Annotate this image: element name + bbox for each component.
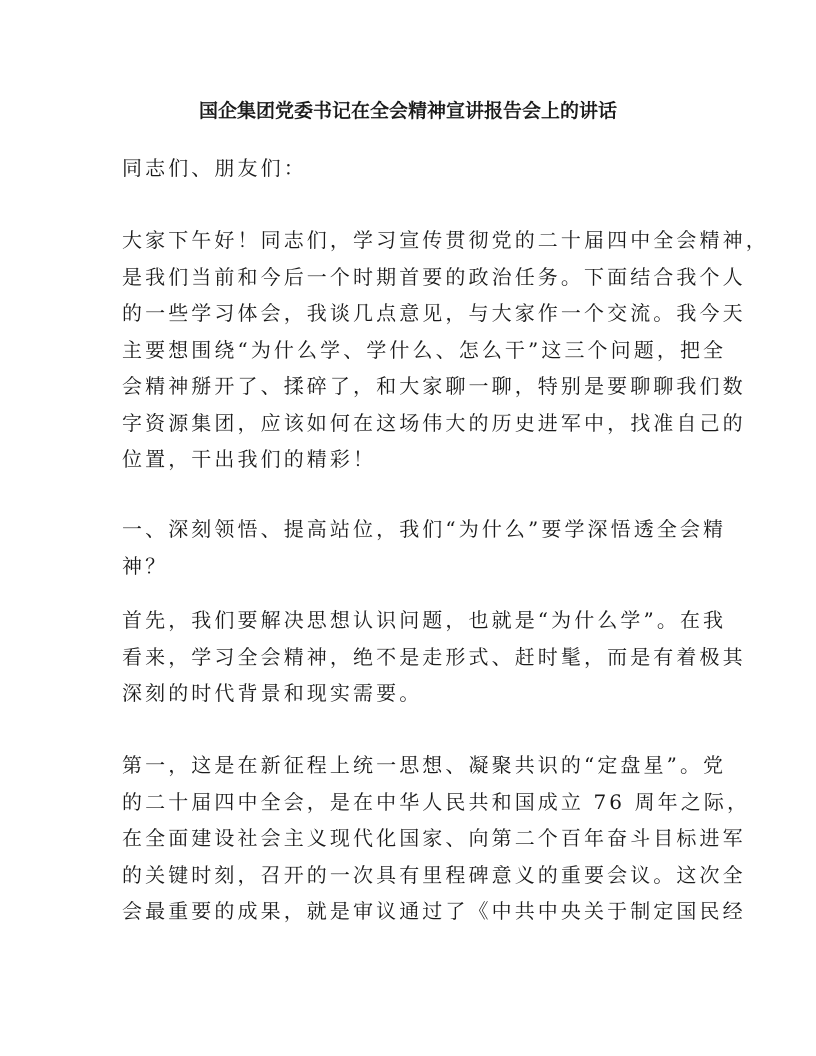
paragraph-line: 位置，干出我们的精彩！ <box>122 447 377 471</box>
section-heading-one <box>122 511 727 584</box>
salutation-paragraph <box>122 150 698 187</box>
paragraph-line: 神？ <box>122 553 169 578</box>
paragraph-line: 字资源集团，应该如何在这场伟大的历史进军中，找准自己的 <box>122 410 746 435</box>
paragraph-line: 一、深刻领悟、提高站位，我们“为什么”要学深悟透全会精 <box>122 517 727 541</box>
why-study-paragraph <box>122 602 746 712</box>
first-point-paragraph <box>122 747 751 930</box>
paragraph-line: 的一些学习体会，我谈几点意见，与大家作一个交流。我今天 <box>122 301 746 325</box>
paragraph-line: 首先，我们要解决思想认识问题，也就是“为什么学”。在我 <box>122 608 727 632</box>
paragraph-line: 主要想围绕“为什么学、学什么、怎么干”这三个问题，把全 <box>122 337 727 362</box>
document-title: 国企集团党委书记在全会精神宣讲报告会上的讲话 <box>198 100 617 122</box>
paragraph-line: 大家下午好！同志们，学习宣传贯彻党的二十届四中全会精神， <box>122 228 769 252</box>
paragraph-line: 的关键时刻，召开的一次具有里程碑意义的重要会议。这次全 <box>122 862 746 887</box>
paragraph-line: 会最重要的成果，就是审议通过了《中共中央关于制定国民经 <box>122 899 746 923</box>
paragraph-line: 是我们当前和今后一个时期首要的政治任务。下面结合我个人 <box>122 264 746 289</box>
paragraph-line: 第一，这是在新征程上统一思想、凝聚共识的“定盘星”。党 <box>122 753 727 777</box>
paragraph-line: 同志们、朋友们： <box>122 156 307 180</box>
paragraph-line: 深刻的时代背景和现实需要。 <box>122 681 423 705</box>
paragraph-line: 的二十届四中全会，是在中华人民共和国成立 76 周年之际， <box>122 789 751 814</box>
opening-paragraph <box>122 222 769 478</box>
paragraph-line: 看来，学习全会精神，绝不是走形式、赶时髦，而是有着极其 <box>122 644 746 669</box>
paragraph-line: 在全面建设社会主义现代化国家、向第二个百年奋斗目标进军 <box>122 826 746 850</box>
paragraph-line: 会精神掰开了、揉碎了，和大家聊一聊，特别是要聊聊我们数 <box>122 374 746 398</box>
